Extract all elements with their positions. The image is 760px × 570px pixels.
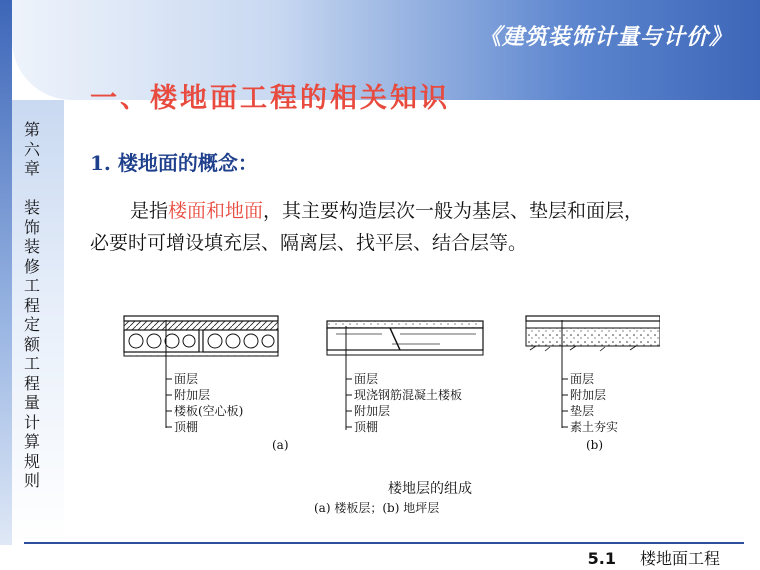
definition-paragraph [90,195,710,259]
para-line2: 必要时可增设填充层、隔离层、找平层、结合层等。 [90,232,528,254]
chapter-char: 规 [23,451,40,471]
chapter-char: 则 [23,471,40,490]
chapter-char: 章 [23,159,40,178]
label-a-ceiling: 顶棚 [174,420,199,434]
tag-b: (b) [586,438,604,452]
label-mid-additional: 附加层 [354,404,391,418]
subsection-title [90,147,258,176]
footer-section [588,546,720,569]
chapter-char: 饰 [23,217,40,237]
diagram-middle [327,321,483,430]
para-highlight: 楼面和地面 [168,200,264,222]
chapter-char: 程 [23,295,40,315]
label-b-surface: 面层 [570,372,595,386]
label-a-additional: 附加层 [174,388,211,402]
chapter-vertical-title [20,120,44,491]
chapter-char: 工 [23,354,40,373]
chapter-char: 第 [23,120,40,139]
chapter-char: 装 [23,237,40,256]
chapter-char: 量 [23,393,40,412]
label-mid-ceiling: 顶棚 [354,420,379,434]
figure-caption-title: 楼地层的组成 [388,481,472,497]
subsection-label: 楼地面的概念： [117,151,258,175]
tag-a: (a) [272,438,289,452]
chapter-char [20,179,44,199]
label-a-surface: 面层 [174,372,199,386]
chapter-char: 工 [23,276,40,295]
figure-caption-sub: (a) 楼板层；(b) 地坪层 [314,501,440,515]
footer-section-name: 楼地面工程 [639,549,720,568]
course-title: 《建筑装饰计量与计价》 [478,25,732,50]
subsection-number: 1. [90,151,111,175]
floor-layer-figure [100,290,660,530]
para-prefix: 是指 [130,200,169,222]
label-b-additional: 附加层 [570,388,607,402]
chapter-char: 定 [23,315,40,334]
label-b-soil: 素土夯实 [570,420,619,434]
label-b-cushion: 垫层 [570,404,595,418]
footer-divider [24,542,744,544]
label-mid-slab: 现浇钢筋混凝土楼板 [354,388,463,402]
chapter-char: 算 [23,432,40,451]
chapter-char: 修 [23,256,40,276]
label-a-slab: 楼板(空心板) [174,404,244,418]
chapter-char: 六 [23,139,40,159]
left-decorative-strip [0,0,12,545]
footer-section-number: 5.1 [587,549,616,568]
chapter-char: 程 [23,373,40,393]
label-mid-surface: 面层 [354,372,379,386]
para-rest: ，其主要构造层次一般为基层、垫层和面层， [263,200,644,222]
chapter-char: 额 [23,334,40,354]
chapter-char: 装 [23,198,40,217]
chapter-char: 计 [23,412,40,432]
section-title: 一、楼地面工程的相关知识 [90,83,450,114]
